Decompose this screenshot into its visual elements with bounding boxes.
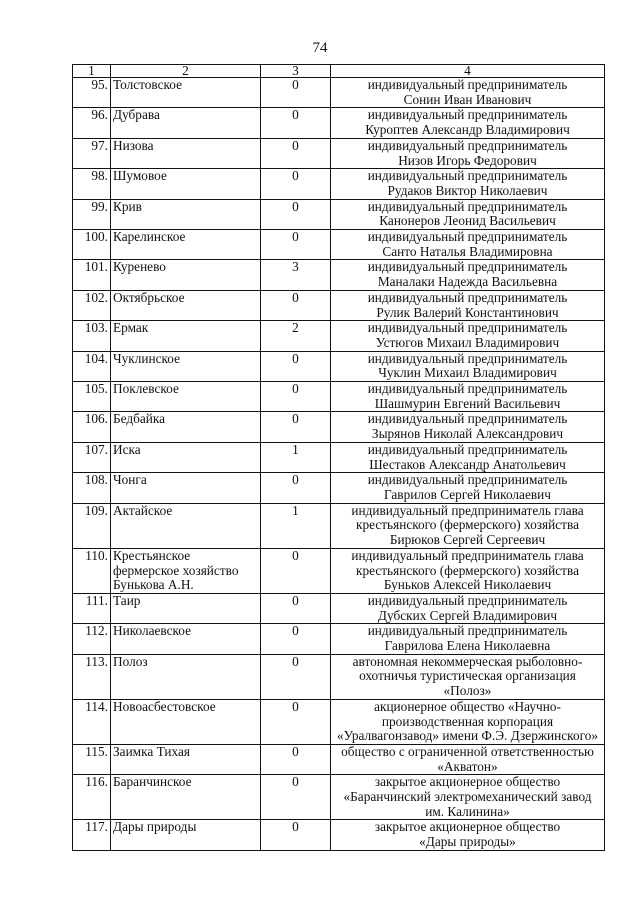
row-number-cell: 106. (73, 412, 111, 442)
description-line: Буньков Алексей Николаевич (383, 577, 552, 593)
quantity-cell: 0 (261, 473, 331, 503)
table-row (73, 78, 605, 108)
area-name-cell: Низова (111, 138, 261, 168)
user-description-cell (331, 78, 605, 108)
user-description-cell (331, 775, 605, 820)
quantity-cell: 0 (261, 351, 331, 381)
description-line: «Полоз» (443, 683, 492, 699)
area-name-cell: Чонга (111, 473, 261, 503)
description-line: Чуклин Михаил Владимирович (378, 365, 557, 381)
description-line: Куроптев Александр Владимирович (365, 122, 570, 138)
description-line: Канонеров Леонид Васильевич (379, 213, 556, 229)
row-number-cell: 110. (73, 548, 111, 593)
description-line: Маналаки Надежда Васильевна (377, 274, 558, 290)
description-line: крестьянского (фермерского) хозяйства (356, 562, 579, 578)
table-row (73, 442, 605, 472)
row-number-cell: 108. (73, 473, 111, 503)
row-number-cell: 109. (73, 503, 111, 548)
description-line: индивидуальный предприниматель (367, 107, 568, 123)
description-line: Гаврилова Елена Николаевна (384, 638, 551, 654)
area-name-cell: Заимка Тихая (111, 744, 261, 774)
user-description-cell (331, 351, 605, 381)
row-number-cell: 102. (73, 290, 111, 320)
row-number-cell: 105. (73, 382, 111, 412)
table-row (73, 138, 605, 168)
registry-table (72, 64, 605, 851)
description-line: индивидуальный предприниматель (367, 592, 568, 608)
area-name-cell: Шумовое (111, 169, 261, 199)
row-number-cell: 114. (73, 699, 111, 744)
description-line: автономная некоммерческая рыболовно- (352, 653, 583, 669)
row-number-cell: 111. (73, 593, 111, 623)
quantity-cell: 0 (261, 775, 331, 820)
table-row (73, 503, 605, 548)
row-number-cell: 107. (73, 442, 111, 472)
description-line: индивидуальный предприниматель (367, 411, 568, 427)
description-line: индивидуальный предприниматель глава (351, 547, 584, 563)
table-row (73, 744, 605, 774)
quantity-cell: 0 (261, 108, 331, 138)
description-line: закрытое акционерное общество (374, 774, 561, 790)
description-line: Санто Наталья Владимировна (382, 243, 553, 259)
quantity-cell: 0 (261, 412, 331, 442)
user-description-cell (331, 548, 605, 593)
table-row (73, 230, 605, 260)
area-name-cell: Поклевское (111, 382, 261, 412)
area-name-cell: Толстовское (111, 78, 261, 108)
column-header: 2 (111, 65, 261, 78)
user-description-cell (331, 169, 605, 199)
table-row (73, 593, 605, 623)
user-description-cell (331, 654, 605, 699)
user-description-cell (331, 820, 605, 850)
table-row (73, 108, 605, 138)
user-description-cell (331, 699, 605, 744)
row-number-cell: 96. (73, 108, 111, 138)
quantity-cell: 0 (261, 593, 331, 623)
description-line: индивидуальный предприниматель (367, 198, 568, 214)
quantity-cell: 2 (261, 321, 331, 351)
table-row (73, 654, 605, 699)
row-number-cell: 101. (73, 260, 111, 290)
quantity-cell: 0 (261, 382, 331, 412)
user-description-cell (331, 473, 605, 503)
table-row (73, 382, 605, 412)
area-name-cell: Таир (111, 593, 261, 623)
area-name-cell: Куренево (111, 260, 261, 290)
user-description-cell (331, 199, 605, 229)
user-description-cell (331, 442, 605, 472)
table-row (73, 321, 605, 351)
description-line: индивидуальный предприниматель (367, 168, 568, 184)
column-header: 3 (261, 65, 331, 78)
area-name-cell: Бедбайка (111, 412, 261, 442)
table-row (73, 548, 605, 593)
description-line: Рудаков Виктор Николаевич (387, 182, 548, 198)
description-line: Сонин Иван Иванович (403, 91, 532, 107)
description-line: Шестаков Александр Анатольевич (369, 456, 566, 472)
page-number: 74 (312, 40, 328, 56)
description-line: Устюгов Михаил Владимирович (375, 334, 560, 350)
quantity-cell: 0 (261, 744, 331, 774)
user-description-cell (331, 412, 605, 442)
column-header-row (73, 65, 605, 78)
quantity-cell: 1 (261, 442, 331, 472)
description-line: индивидуальный предприниматель (367, 320, 568, 336)
row-number-cell: 112. (73, 624, 111, 654)
table-row (73, 775, 605, 820)
row-number-cell: 99. (73, 199, 111, 229)
description-line: индивидуальный предприниматель (367, 77, 568, 92)
area-name-cell: Новоасбестовское (111, 699, 261, 744)
area-name-cell: Дубрава (111, 108, 261, 138)
description-line: «Дары природы» (419, 834, 516, 850)
quantity-cell: 0 (261, 78, 331, 108)
row-number-cell: 103. (73, 321, 111, 351)
description-line: «Акватон» (437, 758, 498, 774)
row-number-cell: 104. (73, 351, 111, 381)
description-line: Низов Игорь Федорович (398, 152, 537, 168)
table-row (73, 624, 605, 654)
quantity-cell: 0 (261, 290, 331, 320)
area-name-cell: Дары природы (111, 820, 261, 850)
row-number-cell: 95. (73, 78, 111, 108)
quantity-cell: 1 (261, 503, 331, 548)
area-name-cell: Чуклинское (111, 351, 261, 381)
row-number-cell: 100. (73, 230, 111, 260)
description-line: общество с ограниченной ответственностью (341, 743, 594, 759)
description-line: индивидуальный предприниматель (367, 472, 568, 488)
description-line: Зырянов Николай Александрович (371, 426, 564, 442)
description-line: производственная корпорация (381, 713, 554, 729)
table-row (73, 290, 605, 320)
area-name-cell: Баранчинское (111, 775, 261, 820)
quantity-cell: 0 (261, 230, 331, 260)
description-line: Дубских Сергей Владимирович (377, 607, 558, 623)
description-line: Рулик Валерий Константинович (376, 304, 559, 320)
user-description-cell (331, 290, 605, 320)
area-name-cell: Крестьянское фермерское хозяйство Бунькова А.Н. (111, 548, 261, 593)
user-description-cell (331, 624, 605, 654)
description-line: индивидуальный предприниматель (367, 441, 568, 457)
user-description-cell (331, 138, 605, 168)
area-name-cell: Полоз (111, 654, 261, 699)
user-description-cell (331, 382, 605, 412)
description-line: индивидуальный предприниматель (367, 350, 568, 366)
table-row (73, 351, 605, 381)
user-description-cell (331, 503, 605, 548)
description-line: закрытое акционерное общество (374, 819, 561, 835)
description-line: индивидуальный предприниматель глава (351, 502, 584, 518)
description-line: «Уралвагонзавод» имени Ф.Э. Дзержинского» (336, 728, 599, 744)
table-row (73, 699, 605, 744)
description-line: охотничья туристическая организация (359, 668, 576, 684)
user-description-cell (331, 260, 605, 290)
user-description-cell (331, 230, 605, 260)
description-line: индивидуальный предприниматель (367, 623, 568, 639)
table-row (73, 169, 605, 199)
column-header: 4 (331, 65, 605, 78)
quantity-cell: 0 (261, 654, 331, 699)
area-name-cell: Карелинское (111, 230, 261, 260)
quantity-cell: 0 (261, 199, 331, 229)
row-number-cell: 113. (73, 654, 111, 699)
table-row (73, 199, 605, 229)
quantity-cell: 0 (261, 820, 331, 850)
quantity-cell: 0 (261, 699, 331, 744)
user-description-cell (331, 593, 605, 623)
description-line: акционерное общество «Научно- (374, 698, 561, 714)
row-number-cell: 98. (73, 169, 111, 199)
quantity-cell: 0 (261, 548, 331, 593)
quantity-cell: 3 (261, 260, 331, 290)
table-row (73, 473, 605, 503)
description-line: индивидуальный предприниматель (367, 381, 568, 397)
area-name-cell: Октябрьское (111, 290, 261, 320)
user-description-cell (331, 321, 605, 351)
row-number-cell: 97. (73, 138, 111, 168)
quantity-cell: 0 (261, 169, 331, 199)
user-description-cell (331, 744, 605, 774)
description-line: «Баранчинский электромеханический завод (343, 789, 592, 805)
description-line: индивидуальный предприниматель (367, 229, 568, 245)
description-line: крестьянского (фермерского) хозяйства (356, 517, 579, 533)
description-line: Гаврилов Сергей Николаевич (384, 486, 551, 502)
column-header: 1 (73, 65, 111, 78)
description-line: Шашмурин Евгений Васильевич (374, 395, 561, 411)
row-number-cell: 117. (73, 820, 111, 850)
description-line: индивидуальный предприниматель (367, 289, 568, 305)
area-name-cell: Крив (111, 199, 261, 229)
quantity-cell: 0 (261, 624, 331, 654)
quantity-cell: 0 (261, 138, 331, 168)
table-row (73, 260, 605, 290)
description-line: индивидуальный предприниматель (367, 137, 568, 153)
description-line: им. Калинина» (425, 803, 510, 819)
user-description-cell (331, 108, 605, 138)
row-number-cell: 116. (73, 775, 111, 820)
table-row (73, 412, 605, 442)
area-name-cell: Иска (111, 442, 261, 472)
table-row (73, 820, 605, 850)
area-name-cell: Николаевское (111, 624, 261, 654)
area-name-cell: Ермак (111, 321, 261, 351)
description-line: индивидуальный предприниматель (367, 259, 568, 275)
row-number-cell: 115. (73, 744, 111, 774)
description-line: Бирюков Сергей Сергеевич (389, 532, 546, 548)
area-name-cell: Актайское (111, 503, 261, 548)
